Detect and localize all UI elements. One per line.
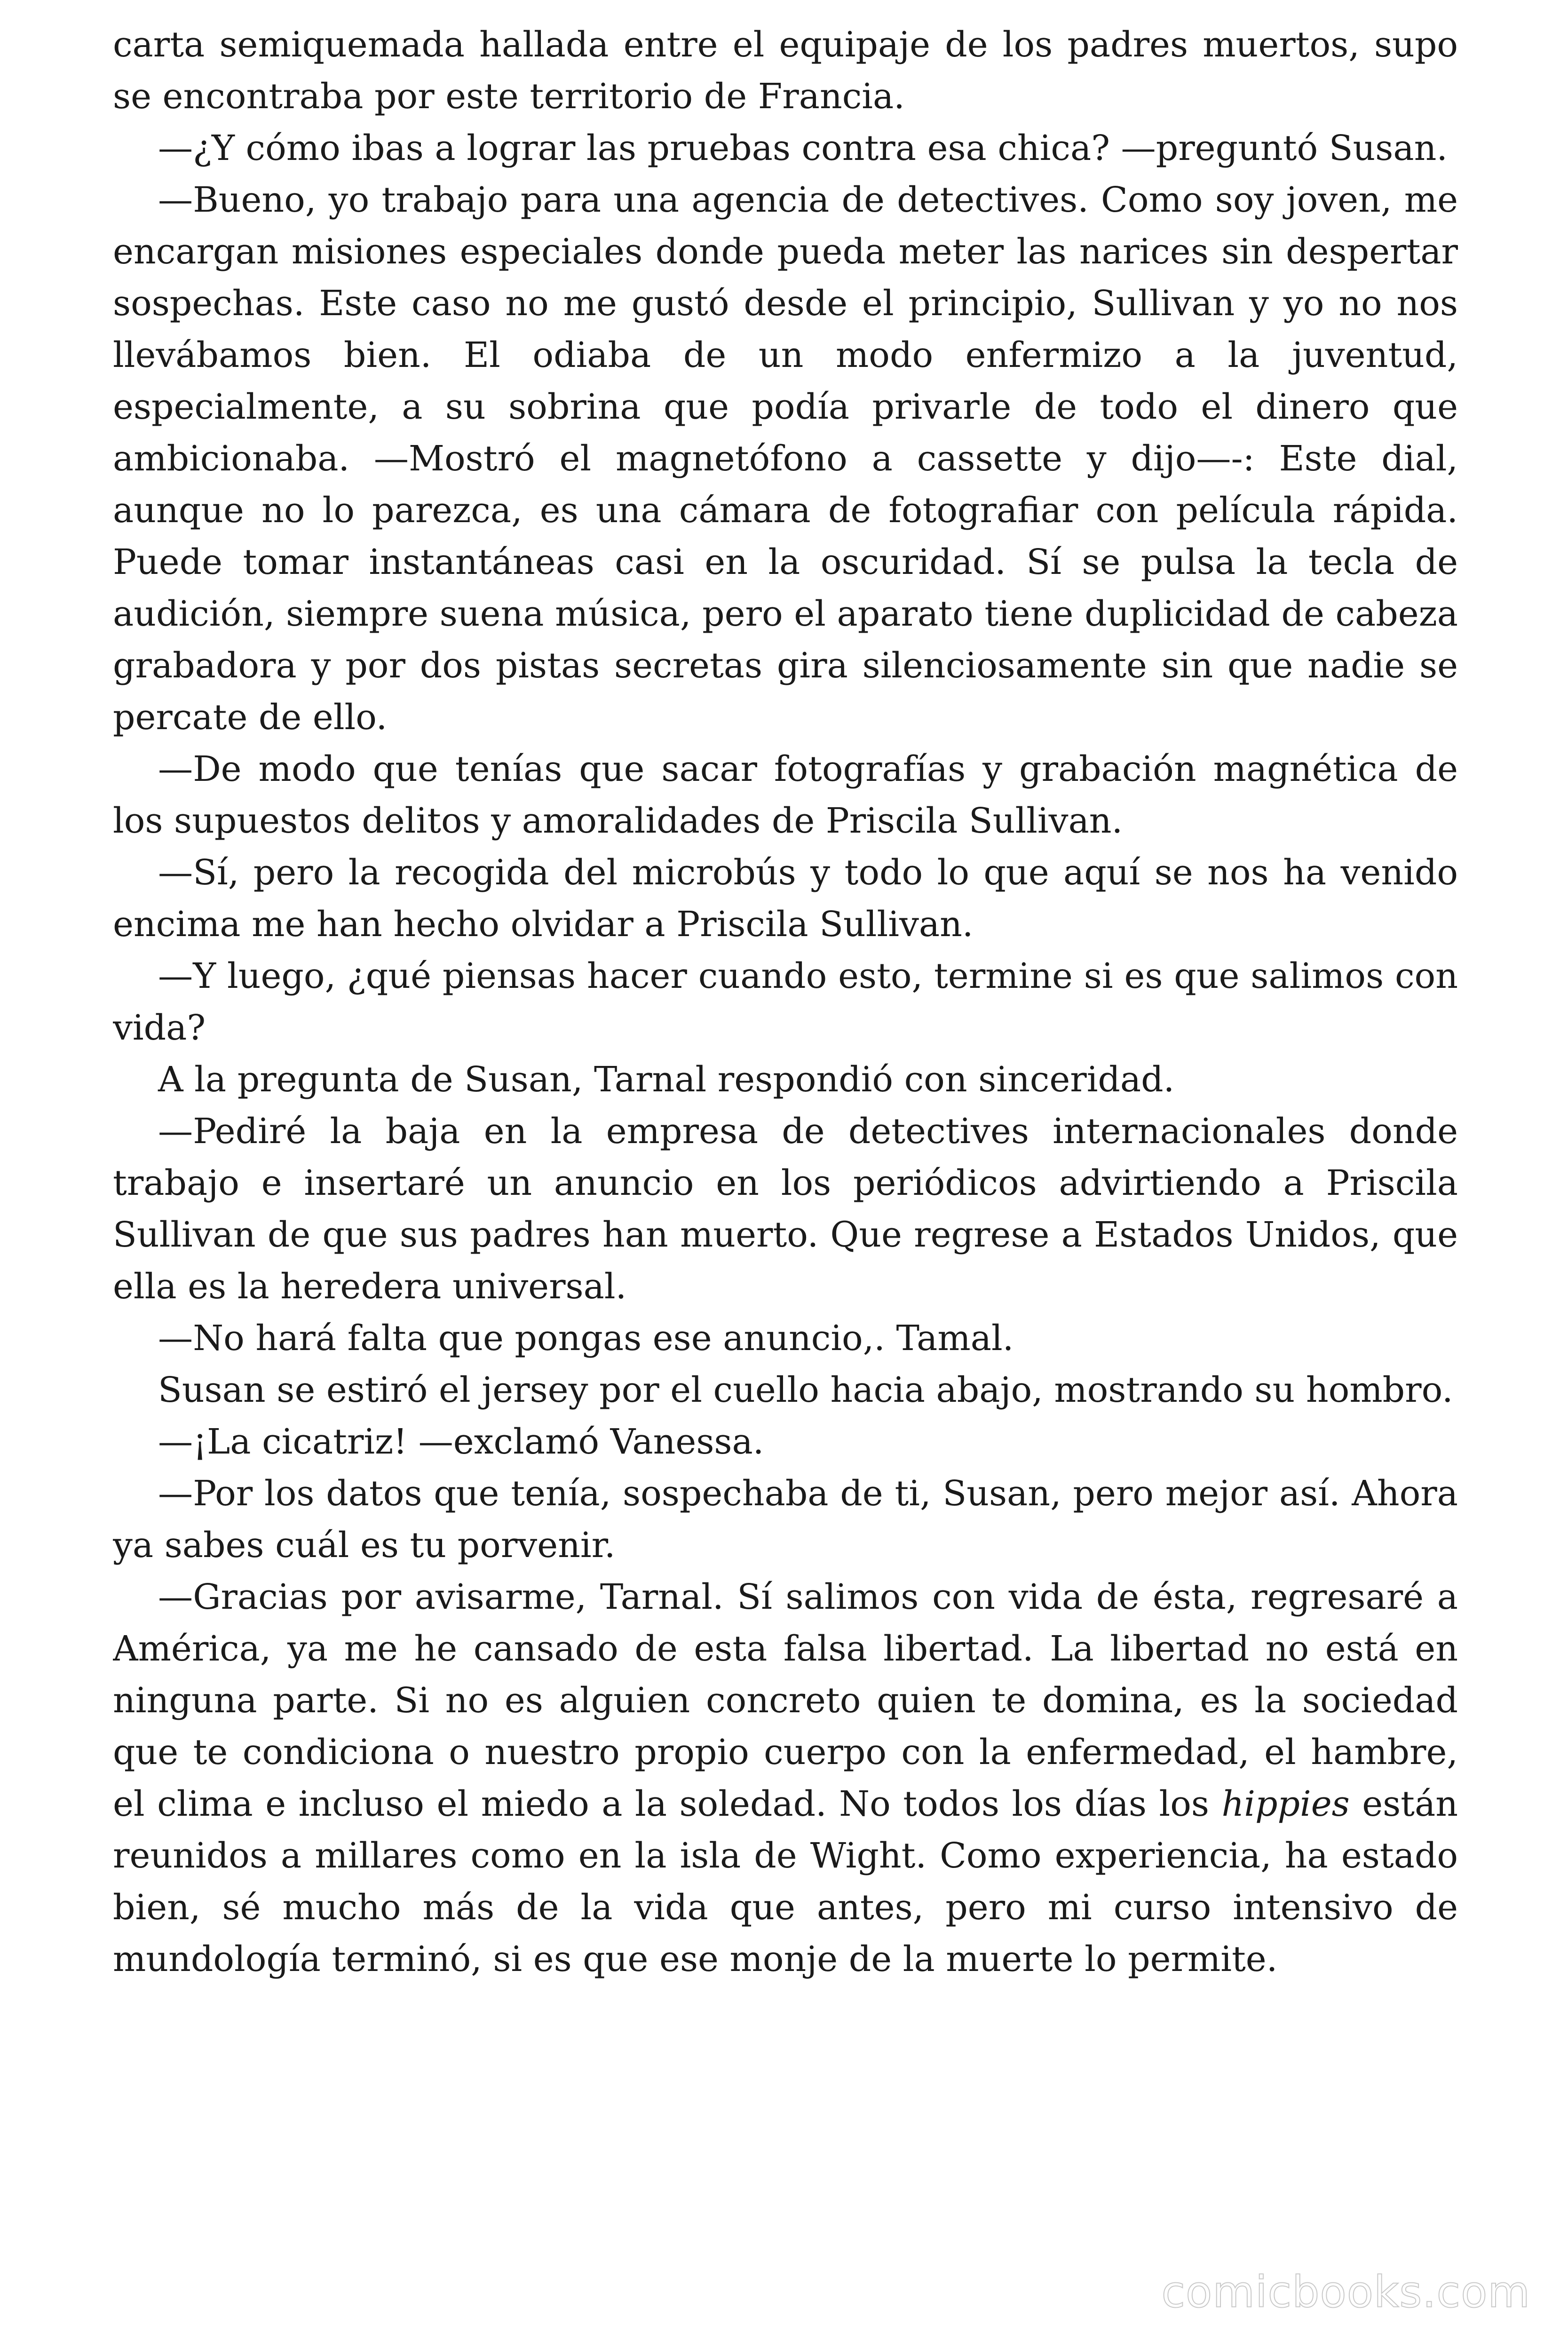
paragraph-text: —No hará falta que pongas ese anuncio,. Tamal. bbox=[158, 1318, 1014, 1359]
paragraph-text: —Gracias por avisarme, Tarnal. Sí salimos con vida de ésta, regresaré a América, ya me he cansado de esta falsa libertad. La libertad no está en ninguna parte. Si no es alguien concreto quien te domina, es la sociedad que te condiciona o nuestro propio cuerpo con la enfermedad, el hambre, el clima e incluso el miedo a la soledad. No todos los días los bbox=[113, 1577, 1458, 1824]
paragraph-text: —Por los datos que tenía, sospechaba de ti, Susan, pero mejor así. Ahora ya sabes cuál es tu porvenir. bbox=[113, 1473, 1458, 1565]
paragraph bbox=[113, 1364, 1458, 1416]
paragraph-text: Susan se estiró el jersey por el cuello hacia abajo, mostrando su hombro. bbox=[158, 1370, 1453, 1410]
paragraph-text: están reunidos a millares como en la isla de Wight. Como experiencia, ha estado bien, sé mucho más de la vida que antes, pero mi curso intensivo de mundología terminó, si es que ese monje de la muerte lo permite. bbox=[113, 1784, 1458, 1979]
paragraph bbox=[113, 1468, 1458, 1571]
paragraph bbox=[113, 1312, 1458, 1364]
paragraph bbox=[113, 743, 1458, 847]
paragraph bbox=[113, 174, 1458, 743]
paragraph bbox=[113, 1571, 1458, 1985]
paragraph-text: A la pregunta de Susan, Tarnal respondió con sinceridad. bbox=[158, 1059, 1175, 1100]
paragraph-text: carta semiquemada hallada entre el equipaje de los padres muertos, supo se encontraba por este territorio de Francia. bbox=[113, 24, 1458, 117]
paragraph bbox=[113, 847, 1458, 950]
page-body bbox=[113, 19, 1458, 2258]
paragraph-text: —¡La cicatriz! —exclamó Vanessa. bbox=[158, 1422, 764, 1462]
watermark: comicbooks.com bbox=[1161, 2267, 1530, 2317]
paragraph bbox=[113, 122, 1458, 174]
italic-text: hippies bbox=[1221, 1784, 1350, 1824]
paragraph-text: —Y luego, ¿qué piensas hacer cuando esto, termine si es que salimos con vida? bbox=[113, 956, 1458, 1048]
paragraph-text: —Sí, pero la recogida del microbús y todo lo que aquí se nos ha venido encima me han hecho olvidar a Priscila Sullivan. bbox=[113, 852, 1458, 945]
paragraph-text: —De modo que tenías que sacar fotografías y grabación magnética de los supuestos delitos y amoralidades de Priscila Sullivan. bbox=[113, 749, 1458, 841]
paragraph bbox=[113, 1105, 1458, 1312]
paragraph bbox=[113, 950, 1458, 1054]
paragraph bbox=[113, 19, 1458, 122]
paragraph-text: —Pediré la baja en la empresa de detectives internacionales donde trabajo e insertaré un anuncio en los periódicos advirtiendo a Priscila Sullivan de que sus padres han muerto. Que regrese a Estados Unidos, que ella es la heredera universal. bbox=[113, 1111, 1458, 1307]
paragraph bbox=[113, 1054, 1458, 1105]
paragraph-text: —¿Y cómo ibas a lograr las pruebas contra esa chica? —preguntó Susan. bbox=[158, 128, 1448, 168]
paragraph bbox=[113, 1416, 1458, 1468]
paragraph-text: —Bueno, yo trabajo para una agencia de detectives. Como soy joven, me encargan misiones especiales donde pueda meter las narices sin despertar sospechas. Este caso no me gustó desde el principio, Sullivan y yo no nos llevábamos bien. El odiaba de un modo enfermizo a la juventud, especialmente, a su sobrina que podía privarle de todo el dinero que ambicionaba. —Mostró el magnetófono a cassette y dijo—-: Este dial, aunque no lo parezca, es una cámara de fotografiar con película rápida. Puede tomar instantáneas casi en la oscuridad. Sí se pulsa la tecla de audición, siempre suena música, pero el aparato tiene duplicidad de cabeza grabadora y por dos pistas secretas gira silenciosamente sin que nadie se percate de ello. bbox=[113, 180, 1458, 738]
